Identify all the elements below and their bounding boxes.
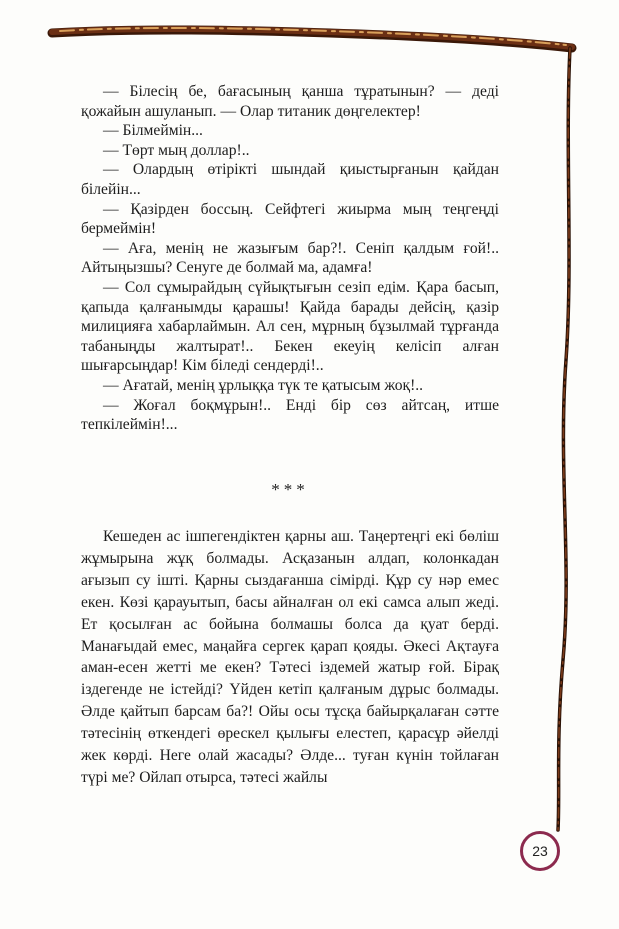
top-rope-highlight xyxy=(60,28,566,45)
page-number-badge xyxy=(520,831,560,871)
page-number: 23 xyxy=(532,843,548,859)
dialogue-line: — Сол сұмырайдың сүйықтығын сезіп едім. Қара басып, қапыда қалғанымды қарашы! Қайда барады дейсің, қазір милицияға хабарлаймын. Ал сен, мұрның бұзылмай тұрғанда табаныңды жалтырат!.. Бекен екеуің келісіп алған шығарсыңдар! Кім біледі сендерді!.. xyxy=(81,278,499,375)
dialogue-section xyxy=(81,82,499,435)
section-separator: *** xyxy=(271,480,309,499)
dialogue-line: — Олардың өтірікті шындай қиыстырғанын қайдан білейін... xyxy=(81,161,499,198)
dialogue-line: — Ағатай, менің ұрлыққа түк те қатысым жоқ!.. xyxy=(103,376,424,394)
dialogue-line: — Төрт мың доллар!.. xyxy=(103,141,250,159)
top-rope-shadow xyxy=(52,30,572,48)
narrative-paragraph: Кешеден ас ішпегендіктен қарны аш. Таңертеңгі екі бөлiш жұмырына жұқ болмады. Асқазанын алдап, колонкадан ағызып су ішті. Қарны сыздағанша сімірді. Құр су нәр емес екен. Көзі қарауытып, басы айналған ол екі самса алып жеді. Ет қосылған ас бойына болмашы болса да қуат берді. Манағыдай емес, маңайға сергек қарап қояды. Әкесі Ақтауға аман-есен жетті ме екен? Тәтесі іздемей жатыр ғой. Бірақ іздегенде не істейді? Үйден кетіп қалғаным дұрыс болмады. Әлде қайтып барсам ба?! Ойы осы тұсқа байырқалаған сәтте тәтесінің өткендегі өрескел қылығы елестеп, қарасұр әйелді жек көрді. Неге олай жасады? Әлде... туған күнін тойлаған түрі ме? Ойлап отырса, тәтесі жайлы xyxy=(81,528,499,786)
right-string-shadow xyxy=(558,48,570,830)
top-rope xyxy=(52,29,572,47)
dialogue-line: — Аға, менің не жазығым бар?!. Сеніп қалдым ғой!.. Айтыңызшы? Сенуге де болмай ма, адамға! xyxy=(81,239,499,277)
right-string xyxy=(558,48,570,830)
dialogue-line: — Жоғал боқмұрын!.. Енді бір сөз айтсаң, итше тепкілеймін!... xyxy=(81,396,499,434)
dialogue-line: — Қазірден боссың. Сейфтегі жиырма мың теңгеңді бермеймін! xyxy=(81,200,499,238)
dialogue-line: — Білесің бе, бағасының қанша тұратынын? — деді қожайын ашуланып. — Олар титаник дөңгелектер! xyxy=(81,83,499,120)
dialogue-line: — Білмеймін... xyxy=(103,122,203,140)
